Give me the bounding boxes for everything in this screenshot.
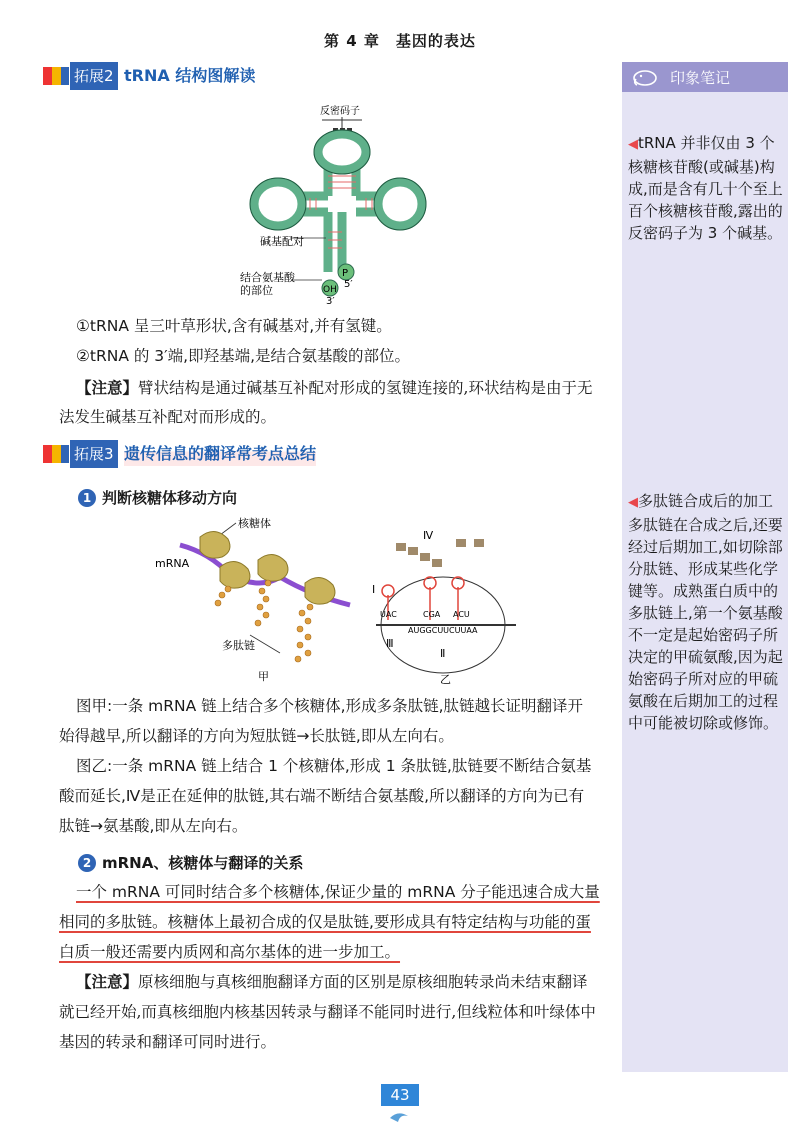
triangle-icon: ◀ [628, 495, 638, 510]
trna-note-line-2: 法发生碱基互补配对而形成的。 [59, 408, 277, 426]
roman-4: Ⅳ [423, 529, 434, 542]
anticodon-label: 反密码子 [320, 106, 360, 117]
figure-yi [368, 525, 518, 685]
figure-yi-caption: 乙 [440, 673, 451, 685]
notes-tag-label: 印象笔记 [670, 69, 731, 87]
translation-note-3: 基因的转录和翻译可同时进行。 [59, 1033, 277, 1051]
side-note-polypeptide: ◀多肽链合成后的加工 多肽链在合成之后,还要经过后期加工,如切除部分肽链、形成某些化学键等。成熟蛋白质中的多肽链上,第一个氨基酸不一定是起始密码子所决定的甲硫氨酸,因为起始密码子所对应的甲硫氨酸在后期加工的过程中可能被切除或修饰。 [628, 492, 783, 732]
note-label: 【注意】 [76, 380, 139, 397]
elephant-icon [632, 67, 660, 87]
book-icon [42, 65, 70, 87]
translation-note-1: 【注意】原核细胞与真核细胞翻译方面的区别是原核细胞转录尚未结束翻译 [76, 973, 588, 991]
fig-yi-text-1: 图乙:一条 mRNA 链上结合 1 个核糖体,形成 1 条肽链,肽链要不断结合氨基 [76, 757, 592, 775]
side-note-trna: ◀tRNA 并非仅由 3 个核糖核苷酸(或碱基)构成,而是含有几十个至上百个核糖核苷酸,露出的反密码子为 3 个碱基。 [628, 134, 783, 242]
subsection-number: 1 [78, 489, 96, 507]
trna-note-line-1: 【注意】臂状结构是通过碱基互补配对形成的氢键连接的,环状结构是由于无 [76, 379, 593, 397]
relation-text-2: 相同的多肽链。核糖体上最初合成的仅是肽链,要形成具有特定结构与功能的蛋 [59, 913, 591, 931]
three-prime-label: 3′ [326, 296, 335, 305]
binding-site-label-1: 结合氨基酸 [240, 271, 295, 284]
bird-icon [388, 1110, 412, 1122]
triangle-icon: ◀ [628, 137, 638, 152]
hydroxyl-label: OH [323, 285, 337, 295]
book-icon [42, 443, 70, 465]
polypeptide-label: 多肽链 [222, 639, 255, 652]
section2-heading [42, 62, 602, 90]
trna-point-1: ①tRNA 呈三叶草形状,含有碱基对,并有氢键。 [76, 317, 392, 335]
section3-title: 遗传信息的翻译常考点总结 [124, 442, 316, 466]
section3-heading [42, 440, 602, 468]
figure-jia-caption: 甲 [258, 670, 269, 683]
translation-note-2: 就已经开始,而真核细胞内核基因转录与翻译不能同时进行,但线粒体和叶绿体中 [59, 1003, 596, 1021]
section2-tag: 拓展2 [70, 62, 118, 90]
binding-site-label-2: 的部位 [240, 284, 273, 297]
page-number: 43 [381, 1084, 419, 1106]
notes-tag [622, 62, 788, 92]
mrna-sequence: AUGGCUUCUUAA [408, 626, 478, 635]
subsection-2-heading: 2 mRNA、核糖体与翻译的关系 [78, 852, 303, 873]
chapter-header: 第 4 章 基因的表达 [324, 32, 476, 50]
mrna-label: mRNA [155, 557, 190, 570]
base-pair-label: 碱基配对 [260, 235, 304, 248]
trna-point-2: ②tRNA 的 3′端,即羟基端,是结合氨基酸的部位。 [76, 347, 411, 365]
relation-text-1: 一个 mRNA 可同时结合多个核糖体,保证少量的 mRNA 分子能迅速合成大量 [76, 883, 600, 901]
roman-1: Ⅰ [372, 583, 376, 596]
fig-yi-text-2: 酸而延长,Ⅳ是正在延伸的肽链,其右端不断结合氨基酸,所以翻译的方向为已有 [59, 787, 585, 805]
roman-3: Ⅲ [386, 637, 394, 650]
trna-structure-figure [230, 100, 430, 305]
fig-jia-text-2: 始得越早,所以翻译的方向为短肽链→长肽链,即从左向右。 [59, 727, 454, 745]
subsection-1-heading: 1 判断核糖体移动方向 [78, 487, 237, 508]
section3-tag: 拓展3 [70, 440, 118, 468]
ribosome-label: 核糖体 [238, 517, 271, 530]
codon-cga: CGA [423, 610, 441, 619]
fig-jia-text-1: 图甲:一条 mRNA 链上结合多个核糖体,形成多条肽链,肽链越长证明翻译开 [76, 697, 583, 715]
phosphate-label: P [342, 268, 349, 279]
codon-acu: ACU [453, 610, 470, 619]
relation-text-3: 白质一般还需要内质网和高尔基体的进一步加工。 [59, 943, 401, 961]
note-label: 【注意】 [76, 974, 139, 991]
section2-title: tRNA 结构图解读 [124, 66, 256, 85]
subsection-number: 2 [78, 854, 96, 872]
fig-yi-text-3: 肽链→氨基酸,即从左向右。 [59, 817, 248, 835]
roman-2: Ⅱ [440, 647, 446, 660]
five-prime-label: 5′ [344, 279, 353, 290]
codon-uac: UAC [380, 610, 397, 619]
figure-jia [150, 515, 360, 685]
